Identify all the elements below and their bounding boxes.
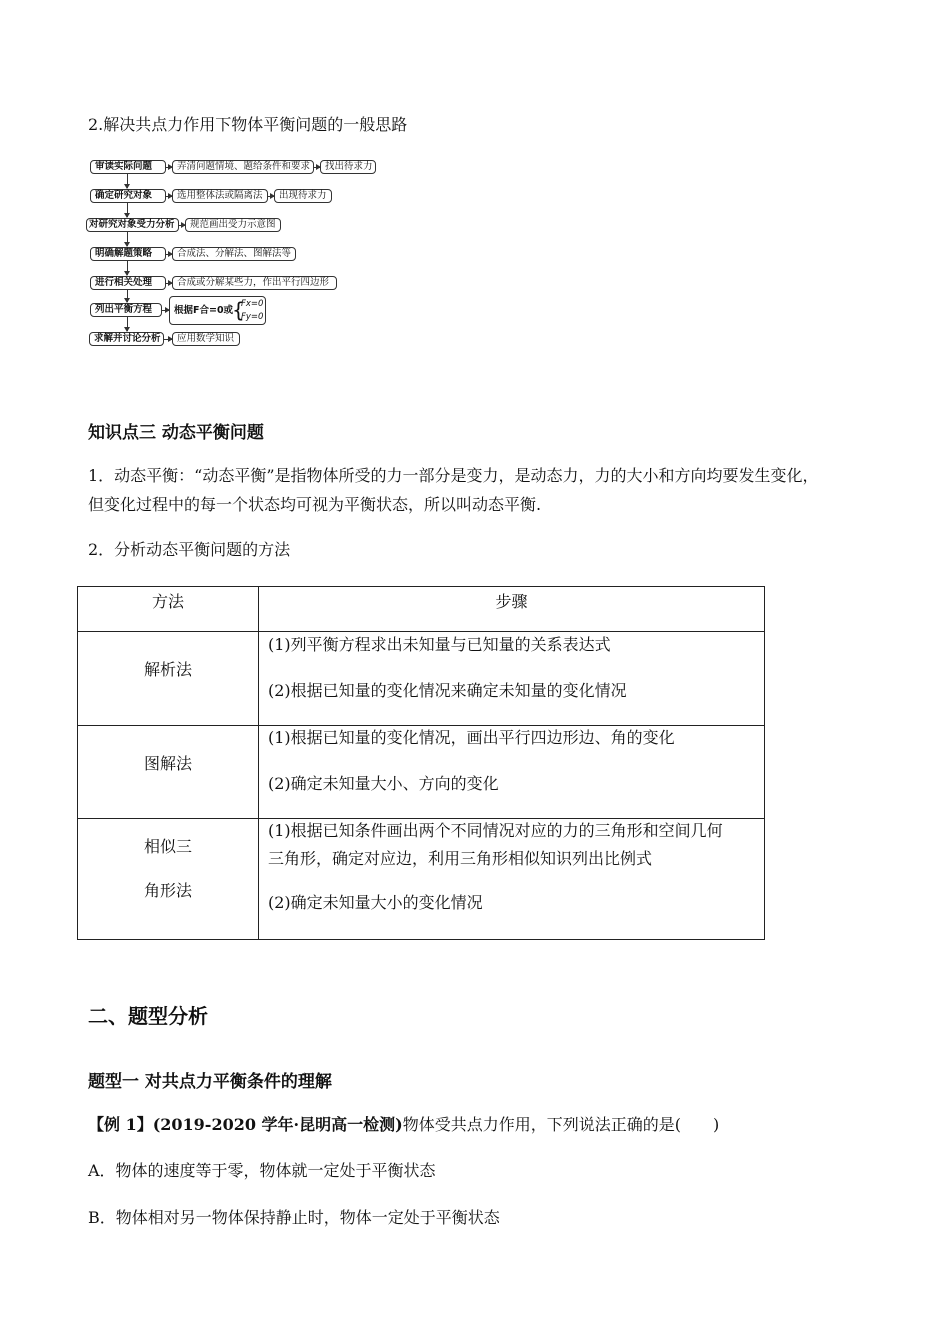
eq-fx: Fx=0: [241, 299, 264, 309]
option-b: B．物体相对另一物体保持静止时，物体一定处于平衡状态: [88, 1208, 500, 1227]
flow-detail-4: 合成法、分解法、图解法等: [172, 247, 296, 261]
table-header-row: [78, 587, 765, 632]
method-cell: [78, 819, 259, 940]
kp3-para2: 2．分析动态平衡问题的方法: [88, 540, 291, 559]
steps-cell: [259, 632, 765, 726]
step-text: (1)根据已知条件画出两个不同情况对应的力的三角形和空间几何: [268, 821, 723, 840]
flow-detail-2: 选用整体法或隔离法: [172, 189, 268, 203]
steps-cell: [259, 819, 765, 940]
flow-section-heading: 2.解决共点力作用下物体平衡问题的一般思路: [88, 115, 408, 134]
flow-step-7: 求解并讨论分析: [89, 332, 164, 346]
kp3-title: 知识点三 动态平衡问题: [88, 423, 264, 443]
header-steps: 步骤: [259, 587, 765, 632]
flow-step-5: 进行相关处理: [90, 276, 166, 290]
method-cell: 解析法: [78, 632, 259, 726]
step-text: (2)确定未知量大小的变化情况: [268, 893, 483, 912]
arrow-down-icon: [127, 317, 128, 331]
table-row: [78, 819, 765, 940]
step-text: (2)确定未知量大小、方向的变化: [268, 774, 499, 793]
flow-extra-1: 找出待求力: [320, 160, 376, 174]
flow-detail-6-text: 根据F合=0或: [174, 305, 234, 316]
step-text: 三角形，确定对应边，利用三角形相似知识列出比例式: [268, 849, 653, 868]
arrow-down-icon: [127, 174, 128, 188]
arrow-down-icon: [127, 203, 128, 217]
flow-detail-6: [169, 296, 266, 325]
method-cell: 图解法: [78, 726, 259, 819]
header-method: 方法: [78, 587, 259, 632]
flow-detail-5: 合成或分解某些力，作出平行四边形: [172, 276, 337, 290]
method-line2: 角形法: [143, 881, 192, 900]
flow-step-2: 确定研究对象: [90, 189, 166, 203]
eq-fy: Fy=0: [241, 312, 264, 322]
arrow-down-icon: [127, 290, 128, 302]
flow-detail-3: 规范画出受力示意图: [185, 218, 281, 232]
flow-extra-2: 出现待求力: [274, 189, 332, 203]
step-text: (2)根据已知量的变化情况来确定未知量的变化情况: [268, 681, 627, 700]
kp3-para1-line2: 但变化过程中的每一个状态均可视为平衡状态，所以叫动态平衡.: [88, 495, 542, 514]
step-text: (1)列平衡方程求出未知量与已知量的关系表达式: [268, 635, 611, 654]
flow-detail-7: 应用数学知识: [172, 332, 240, 346]
brace-icon: {: [232, 298, 245, 322]
part2-title: 二、题型分析: [88, 1004, 208, 1028]
arrow-down-icon: [127, 232, 128, 246]
flow-detail-1: 弄清问题情境、题给条件和要求: [172, 160, 314, 174]
arrow-icon: [162, 310, 169, 311]
example-tag: 【例 1】(2019-2020 学年·昆明高一检测): [88, 1115, 403, 1134]
example-1: [88, 1115, 719, 1135]
steps-cell: [259, 726, 765, 819]
flow-step-6: 列出平衡方程: [90, 303, 162, 317]
table-row: [78, 726, 765, 819]
flow-step-3: 对研究对象受力分析: [86, 218, 179, 232]
example-text: 物体受共点力作用，下列说法正确的是( ): [402, 1115, 720, 1134]
methods-table: [77, 586, 765, 940]
option-a: A．物体的速度等于零，物体就一定处于平衡状态: [88, 1161, 436, 1180]
kp3-para1-line1: 1．动态平衡：“动态平衡”是指物体所受的力一部分是变力，是动态力，力的大小和方向均要发生变化，: [88, 466, 819, 485]
table-row: [78, 632, 765, 726]
step-text: (1)根据已知量的变化情况，画出平行四边形边、角的变化: [268, 728, 675, 747]
arrow-down-icon: [127, 261, 128, 275]
flow-step-1: 审读实际问题: [90, 160, 166, 174]
flow-step-4: 明确解题策略: [90, 247, 166, 261]
arrow-icon: [164, 339, 172, 340]
type1-title: 题型一 对共点力平衡条件的理解: [88, 1072, 332, 1092]
method-line1: 相似三: [143, 837, 192, 856]
